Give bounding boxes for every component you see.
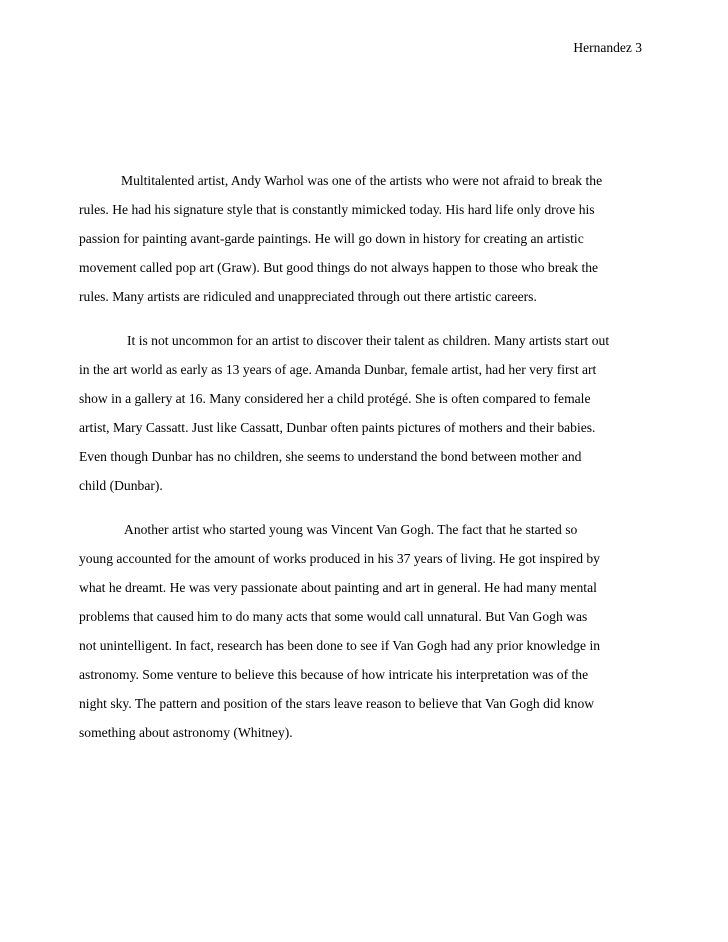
paragraph-dunbar xyxy=(79,331,659,505)
paragraph-line: passion for painting avant-garde paintings. He will go down in history for creating an artistic xyxy=(79,231,584,246)
paragraph-line: rules. He had his signature style that is constantly mimicked today. His hard life only drove his xyxy=(79,202,595,217)
paragraph-line: It is not uncommon for an artist to discover their talent as children. Many artists start out xyxy=(127,333,610,348)
paragraph-line: problems that caused him to do many acts that some would call unnatural. But Van Gogh was xyxy=(79,609,588,624)
paragraph-van-gogh xyxy=(79,520,659,752)
paragraph-line: movement called pop art (Graw). But good things do not always happen to those who break the xyxy=(79,260,599,275)
paragraph-line: what he dreamt. He was very passionate about painting and art in general. He had many mental xyxy=(79,580,597,595)
paragraph-line: night sky. The pattern and position of the stars leave reason to believe that Van Gogh did know xyxy=(79,696,595,711)
paragraph-line: not unintelligent. In fact, research has been done to see if Van Gogh had any prior knowledge in xyxy=(79,638,601,653)
paragraph-line: Multitalented artist, Andy Warhol was one of the artists who were not afraid to break the xyxy=(121,173,603,188)
running-header: Hernandez 3 xyxy=(573,40,642,55)
paragraph-spacer xyxy=(79,316,659,331)
paragraph-line: show in a gallery at 16. Many considered her a child protégé. She is often compared to female xyxy=(79,391,591,406)
paragraph-warhol xyxy=(79,171,659,316)
paragraph-line: child (Dunbar). xyxy=(79,478,163,493)
paragraph-spacer xyxy=(79,505,659,520)
paragraph-line: in the art world as early as 13 years of age. Amanda Dunbar, female artist, had her very first art xyxy=(79,362,597,377)
paragraph-line: young accounted for the amount of works produced in his 37 years of living. He got inspired by xyxy=(79,551,600,566)
paragraph-line: something about astronomy (Whitney). xyxy=(79,725,293,740)
paragraph-line: Another artist who started young was Vincent Van Gogh. The fact that he started so xyxy=(124,522,578,537)
paragraph-line: astronomy. Some venture to believe this because of how intricate his interpretation was of the xyxy=(79,667,589,682)
paragraph-line: rules. Many artists are ridiculed and unappreciated through out there artistic careers. xyxy=(79,289,537,304)
paragraph-line: artist, Mary Cassatt. Just like Cassatt, Dunbar often paints pictures of mothers and their babies. xyxy=(79,420,596,435)
paragraph-line: Even though Dunbar has no children, she seems to understand the bond between mother and xyxy=(79,449,582,464)
document-body xyxy=(79,171,659,752)
